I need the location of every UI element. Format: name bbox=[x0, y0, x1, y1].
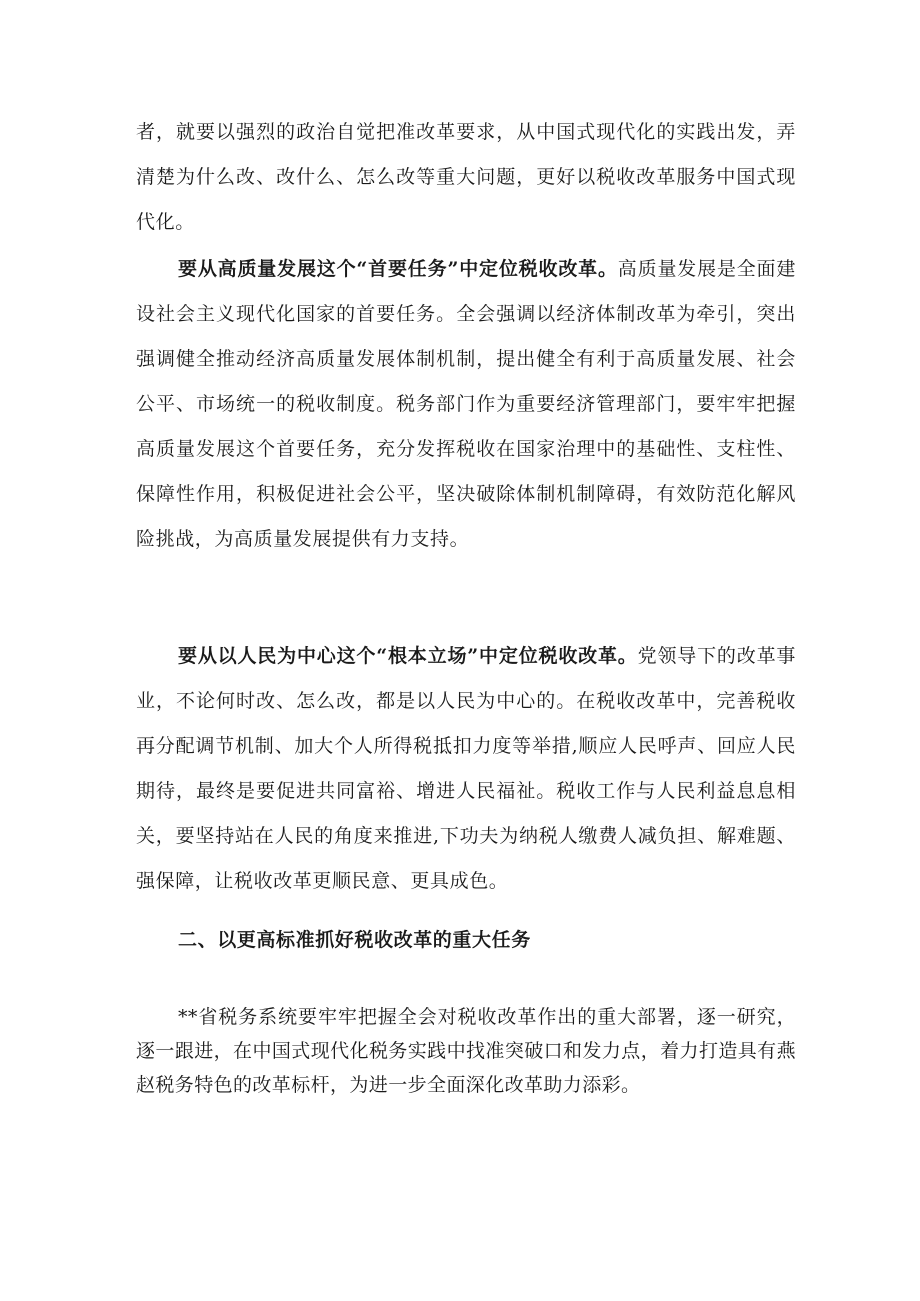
paragraph-text: **省税务系统要牢牢把握全会对税收改革作出的重大部署，逐一研究，逐一跟进，在中国式现代化税务实践中找准突破口和发力点，着力打造具有燕赵税务特色的改革标杆，为进一步全面深化改革助力添彩。 bbox=[136, 1006, 796, 1096]
section-heading: 二、以更高标准抓好税收改革的重大任务 bbox=[178, 929, 531, 951]
paragraph-lead: 要从以人民为中心这个“根本立场”中定位税收改革。 bbox=[178, 645, 638, 667]
paragraph-text: 党领导下的改革事业，不论何时改、怎么改，都是以人民为中心的。在税收改革中，完善税收再分配调节机制、加大个人所得税抵扣力度等举措,顺应人民呼声、回应人民期待，最终是要促进共同富裕、增进人民福祉。税收工作与人民利益息息相关，要坚持站在人民的角度来推进,下功夫为纳税人缴费人减负担、解难题、强保障，让税收改革更顺民意、更具成色。 bbox=[136, 645, 796, 892]
paragraph-text: 者，就要以强烈的政治自觉把准改革要求，从中国式现代化的实践出发，弄清楚为什么改、改什么、怎么改等重大问题，更好以税收改革服务中国式现代化。 bbox=[136, 121, 796, 233]
paragraph-people-centered bbox=[136, 634, 796, 904]
paragraph-lead: 要从高质量发展这个“首要任务”中定位税收改革。 bbox=[178, 258, 618, 280]
paragraph-continuation bbox=[136, 110, 796, 245]
paragraph-high-quality-development bbox=[136, 247, 796, 562]
paragraph-closing bbox=[136, 1000, 796, 1102]
paragraph-text: 高质量发展是全面建设社会主义现代化国家的首要任务。全会强调以经济体制改革为牵引，突出强调健全推动经济高质量发展体制机制，提出健全有利于高质量发展、社会公平、市场统一的税收制度。税务部门作为重要经济管理部门，要牢牢把握高质量发展这个首要任务，充分发挥税收在国家治理中的基础性、支柱性、保障性作用，积极促进社会公平，坚决破除体制机制障碍，有效防范化解风险挑战，为高质量发展提供有力支持。 bbox=[136, 258, 796, 550]
